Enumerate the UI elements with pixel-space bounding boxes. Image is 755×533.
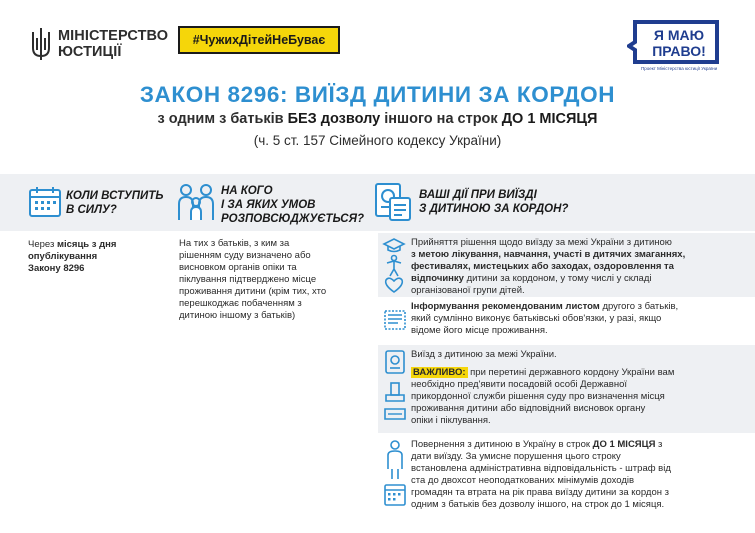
- action-row-exit: [378, 345, 755, 433]
- subtitle-part1: з одним з батьків: [157, 111, 288, 127]
- row3-line3: необхідно пред'явити посадовій особі Державної: [411, 379, 628, 390]
- person-calendar-icons: [382, 439, 408, 509]
- row4-text: [411, 439, 753, 511]
- important-highlight: ВАЖЛИВО:: [413, 367, 466, 378]
- row3-line2: при перетині державного кордону України вам: [467, 367, 675, 378]
- col1-heading: [66, 189, 164, 217]
- col2-line: перешкоджає побаченням з: [179, 298, 302, 309]
- row2-line1-bold: Інформування рекомендованим листом: [411, 301, 600, 312]
- action-row-inform: [378, 299, 755, 343]
- row4-line1-bold: ДО 1 МІСЯЦЯ: [592, 439, 656, 450]
- row1-line4-rest: дитини за кордоном, у тому числі у складі: [463, 273, 652, 284]
- row4-line6: одним з батьків без дозволу іншого, на строк до 1 місяця.: [411, 499, 665, 510]
- row1-line2-bold: з метою лікування,: [411, 249, 501, 260]
- action-row-return: [378, 435, 755, 515]
- row4-line2: дати виїзду. За умисне порушення цього строку: [411, 451, 621, 462]
- col2-heading-line1: НА КОГО: [221, 185, 273, 197]
- row4-line1a: Повернення з дитиною в Україну в строк: [411, 439, 593, 450]
- ya-mayu-pravo-logo: [627, 16, 725, 70]
- hashtag-badge: #ЧужихДітейНеБуває: [178, 26, 340, 54]
- row2-line1-rest: другого з батьків,: [599, 301, 679, 312]
- action-row-decision: [378, 233, 755, 297]
- row2-line3: відоме його місце проживання.: [411, 325, 548, 336]
- row3-text: [411, 349, 751, 427]
- col2-heading-line3: РОЗПОВСЮДЖУЄТЬСЯ?: [221, 213, 364, 225]
- row1-line4-bold: відпочинку: [411, 273, 464, 284]
- ministry-line2: ЮСТИЦІЇ: [58, 44, 122, 60]
- row3-line6: опіки і піклування.: [411, 415, 491, 426]
- law-reference: (ч. 5 ст. 157 Сімейного кодексу України): [253, 133, 502, 148]
- subtitle-bold1: БЕЗ дозволу: [287, 111, 381, 127]
- family-icon: [174, 182, 218, 222]
- col1-body: [28, 239, 168, 275]
- row3-line1: Виїзд з дитиною за межі України.: [411, 349, 557, 360]
- row1-text: [411, 237, 751, 297]
- subtitle-bold2: ДО 1 МІСЯЦЯ: [501, 111, 598, 127]
- calendar-icon: [27, 184, 63, 220]
- row3-line5: проживання дитини або відповідний висновок органу: [411, 403, 646, 414]
- ministry-line1: МІНІСТЕРСТВО: [58, 28, 169, 44]
- row3-line4: прикордонної служби рішення суду про визначення місця: [411, 391, 665, 402]
- col3-heading-line2: З ДИТИНОЮ ЗА КОРДОН?: [419, 203, 569, 215]
- passport-document-icon: [372, 180, 414, 224]
- col1-heading-line1: КОЛИ ВСТУПИТЬ: [66, 190, 164, 202]
- col2-line: піклування підтверджено місце: [179, 274, 317, 285]
- row2-line2: який сумлінно виконує батьківські обов'язки, у разі, якщо: [411, 313, 662, 324]
- row4-line4: ста до двохсот неоподаткованих мінімумів доходів: [411, 475, 635, 486]
- col3-heading-line1: ВАШІ ДІЇ ПРИ ВИЇЗДІ: [419, 189, 537, 201]
- col1-body-bold: місяць з дня: [56, 239, 117, 250]
- col2-body: [179, 238, 369, 322]
- col1-body-pre: Через: [28, 239, 57, 250]
- col2-line: На тих з батьків, з ким за: [179, 238, 290, 249]
- col3-heading: [419, 188, 568, 216]
- row4-line1c: з: [655, 439, 663, 450]
- page-title: ЗАКОН 8296: ВИЇЗД ДИТИНИ ЗА КОРДОН: [139, 82, 616, 107]
- ministry-name: [58, 28, 168, 60]
- col2-line: рішенням суду визначено або: [179, 250, 311, 261]
- letter-stamp-icon: [382, 305, 408, 335]
- logo-text-line2: ПРАВО!: [652, 43, 706, 59]
- row1-line2-rest: навчання, участі в дитячих змаганнях,: [501, 249, 686, 260]
- col2-heading-line2: І ЗА ЯКИХ УМОВ: [221, 199, 316, 211]
- row4-line3: встановлена адміністративна відповідальність - штраф від: [411, 463, 671, 474]
- col2-line: проживання дитини (крім тих, хто: [179, 286, 327, 297]
- trident-icon: [30, 26, 52, 62]
- col1-body-line2: опублікування: [28, 251, 98, 262]
- row1-line3: фестивалях, мистецьких або заходах, оздоровлення та: [411, 261, 674, 272]
- activities-icons: [382, 236, 406, 294]
- col2-line: дитиною іншому з батьків): [179, 310, 296, 321]
- col1-body-line3: Закону 8296: [28, 263, 85, 274]
- row4-line5: громадян та втрата на рік права виїзду дитини за кордон з: [411, 487, 669, 498]
- logo-text-line1: Я МАЮ: [653, 27, 705, 43]
- col2-line: висновком органів опіки та: [179, 262, 297, 273]
- col2-heading: [221, 184, 364, 226]
- subtitle-part2: іншого на строк: [380, 111, 502, 127]
- passport-stamp-icons: [382, 349, 408, 423]
- logo-subtitle: Проект Міністерства юстиції України: [641, 66, 718, 71]
- page-subtitle: [0, 111, 755, 127]
- row1-line1: Прийняття рішення щодо виїзду за межі України з дитиною: [411, 237, 672, 248]
- col1-heading-line2: В СИЛУ?: [66, 204, 117, 216]
- row2-text: [411, 301, 751, 337]
- row1-line5: організованої групи дітей.: [411, 285, 525, 296]
